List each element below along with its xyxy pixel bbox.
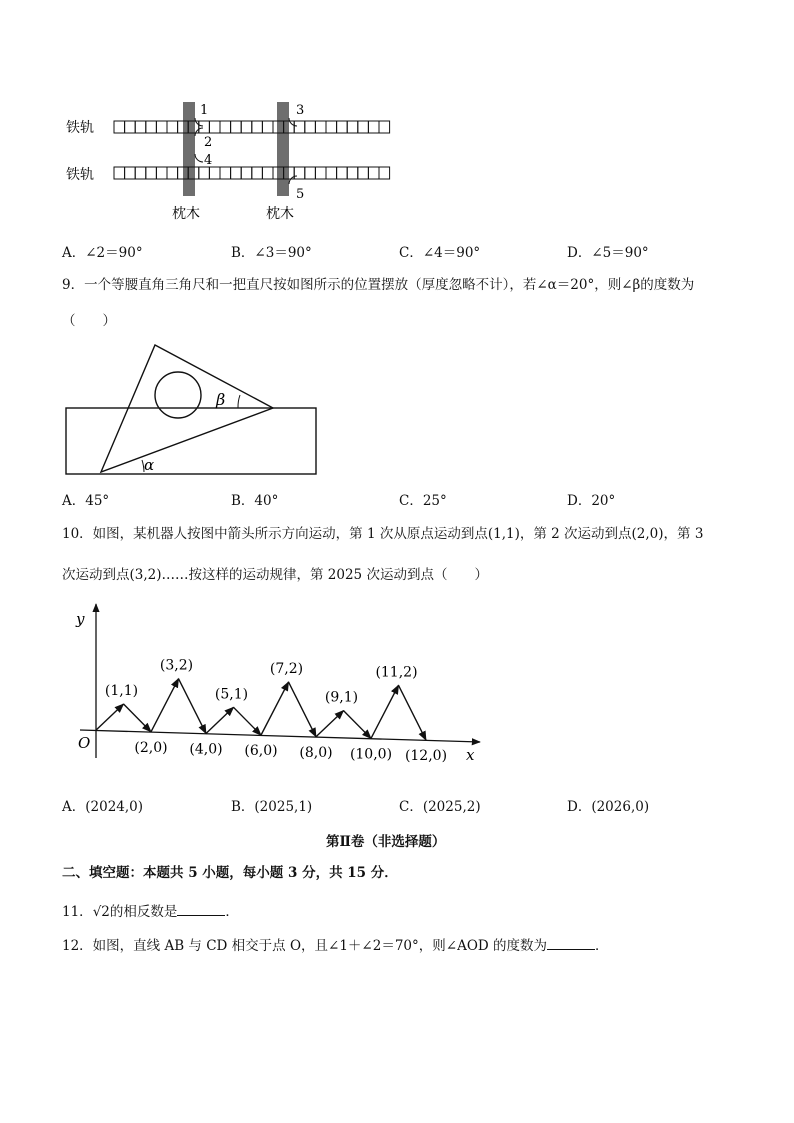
rail-segment [252, 167, 263, 179]
rail-segment [199, 167, 210, 179]
robot-point-label: (10,0) [349, 746, 393, 763]
rail-segment [135, 167, 146, 179]
angle-label-2: 2 [204, 135, 213, 150]
q10-option-d: D．(2026,0) [567, 799, 650, 815]
q9-stem: 9．一个等腰直角三角尺和一把直尺按如图所示的位置摆放（厚度忽略不计），若∠α＝20°，则∠β的度数为 [62, 277, 695, 293]
q12-text: 12．如图，直线 AB 与 CD 相交于点 O，且∠1＋∠2＝70°，则∠AOD 的度数为 [62, 938, 547, 954]
angle-label-4: 4 [204, 153, 213, 168]
rail-segment [167, 121, 178, 133]
ruler [66, 408, 316, 474]
robot-move-arrow [124, 704, 152, 732]
sleeper-label-right: 枕木 [266, 206, 294, 222]
rail-segment [368, 167, 379, 179]
rail-segment [379, 121, 390, 133]
robot-point-label: (8,0) [299, 744, 333, 761]
rail-segment [337, 121, 348, 133]
section-title: 第Ⅱ卷（非选择题） [326, 834, 446, 850]
q10-option-a: A．(2024,0) [62, 799, 144, 815]
beta-label: β [216, 390, 226, 409]
q9-option-d: D．20° [567, 493, 616, 509]
q10-stem-line2: 次运动到点(3,2)……按这样的运动规律，第 2025 次运动到点（ ） [62, 567, 488, 583]
robot-move-arrow [371, 685, 399, 738]
robot-move-arrow [151, 679, 179, 732]
origin-label: O [78, 734, 91, 752]
ruler-triangle-figure [64, 342, 324, 480]
rail-segment [156, 167, 167, 179]
rail-segment [262, 167, 273, 179]
robot-point-label: (11,2) [375, 664, 418, 681]
q8-option-c: C．∠4＝90° [399, 245, 481, 261]
angle-label-1: 1 [200, 103, 209, 118]
q12-stem [62, 936, 609, 955]
rail-segment [199, 121, 210, 133]
q11-number: 11． [62, 904, 93, 920]
robot-point-label: (3,2) [159, 657, 194, 674]
sleeper-right [277, 102, 289, 196]
robot-move-arrow [399, 685, 427, 740]
rail-segment [114, 167, 125, 179]
rail-segment [209, 167, 220, 179]
rail-segment [358, 167, 369, 179]
robot-point-label: (1,1) [104, 683, 139, 700]
rail-segment [294, 121, 305, 133]
rail-segment [125, 121, 136, 133]
rail-segment [326, 121, 337, 133]
q9-option-c: C．25° [399, 493, 447, 509]
robot-move-arrow [96, 704, 124, 730]
rail-segment [326, 167, 337, 179]
rail-segment [220, 167, 231, 179]
set-square-hole [155, 372, 201, 418]
q10-option-b: B．(2025,1) [231, 799, 313, 815]
rail-label-bottom: 铁轨 [66, 167, 94, 183]
rail-segment [231, 167, 242, 179]
q10-stem-line1: 10．如图，某机器人按图中箭头所示方向运动，第 1 次从原点运动到点(1,1)，第 2 次运动到点(2,0)，第 3 [62, 526, 704, 542]
robot-point-label: (2,0) [134, 739, 168, 756]
rail-segment [305, 121, 316, 133]
rail-segment [368, 121, 379, 133]
robot-move-arrow [289, 682, 317, 737]
robot-point-label: (5,1) [214, 686, 249, 703]
rail-label-top: 铁轨 [66, 120, 94, 136]
robot-point-labels [105, 658, 447, 764]
rail-segment [146, 121, 157, 133]
robot-point-label: (4,0) [189, 741, 223, 758]
rail-segment [135, 121, 146, 133]
robot-move-arrow [179, 679, 207, 734]
rail-segment [347, 167, 358, 179]
robot-move-arrow [316, 711, 344, 737]
section-heading: 二、填空题：本题共 5 小题，每小题 3 分，共 15 分． [62, 865, 398, 881]
rail-segment [315, 121, 326, 133]
q9-option-a: A．45° [62, 493, 110, 509]
rail-segment [315, 167, 326, 179]
rail-segment [241, 121, 252, 133]
rail-segment [156, 121, 167, 133]
robot-point-label: (12,0) [404, 748, 448, 765]
rail-segment [209, 121, 220, 133]
rail-segment [125, 167, 136, 179]
rail-segment [337, 167, 348, 179]
q8-option-b: B．∠3＝90° [231, 245, 312, 261]
rail-segment [347, 121, 358, 133]
rail-segment [146, 167, 157, 179]
robot-path-figure [70, 598, 490, 780]
q8-option-a: A．∠2＝90° [62, 245, 143, 261]
q11-stem [62, 902, 239, 921]
angle-label-5: 5 [296, 187, 305, 202]
q10-option-c: C．(2025,2) [399, 799, 481, 815]
robot-point-label: (9,1) [324, 689, 359, 706]
rail-segment [305, 167, 316, 179]
y-axis-label: y [76, 610, 85, 628]
robot-move-arrow [261, 682, 289, 735]
rail-segment [231, 121, 242, 133]
robot-path [96, 679, 426, 740]
sleeper-label-left: 枕木 [172, 206, 200, 222]
rail-figure [60, 96, 400, 226]
rail-bottom [114, 167, 390, 179]
robot-point-label: (7,2) [269, 660, 304, 677]
rail-segment [241, 167, 252, 179]
rail-segment [167, 167, 178, 179]
q8-option-d: D．∠5＝90° [567, 245, 649, 261]
alpha-label: α [144, 456, 155, 474]
q9-answer-paren: （ ） [62, 313, 116, 329]
rail-segment [220, 121, 231, 133]
robot-move-arrow [234, 707, 262, 735]
rail-segment [379, 167, 390, 179]
q12-end: ． [595, 938, 609, 954]
q11-radical: √2 [92, 904, 110, 920]
angle-label-3: 3 [296, 103, 305, 118]
q12-answer-blank[interactable] [547, 936, 595, 950]
rail-top [114, 121, 390, 133]
robot-move-arrow [206, 707, 234, 733]
q11-text: 的相反数是 [109, 904, 178, 920]
rail-segment [114, 121, 125, 133]
q11-end: ． [225, 904, 239, 920]
robot-point-label: (6,0) [244, 743, 278, 760]
rail-segment [294, 167, 305, 179]
sleeper-left [183, 102, 195, 196]
q9-option-b: B．40° [231, 493, 279, 509]
q11-answer-blank[interactable] [177, 902, 225, 916]
x-axis-label: x [466, 746, 475, 764]
robot-move-arrow [344, 711, 372, 739]
rail-segment [262, 121, 273, 133]
rail-segment [252, 121, 263, 133]
rail-segment [358, 121, 369, 133]
